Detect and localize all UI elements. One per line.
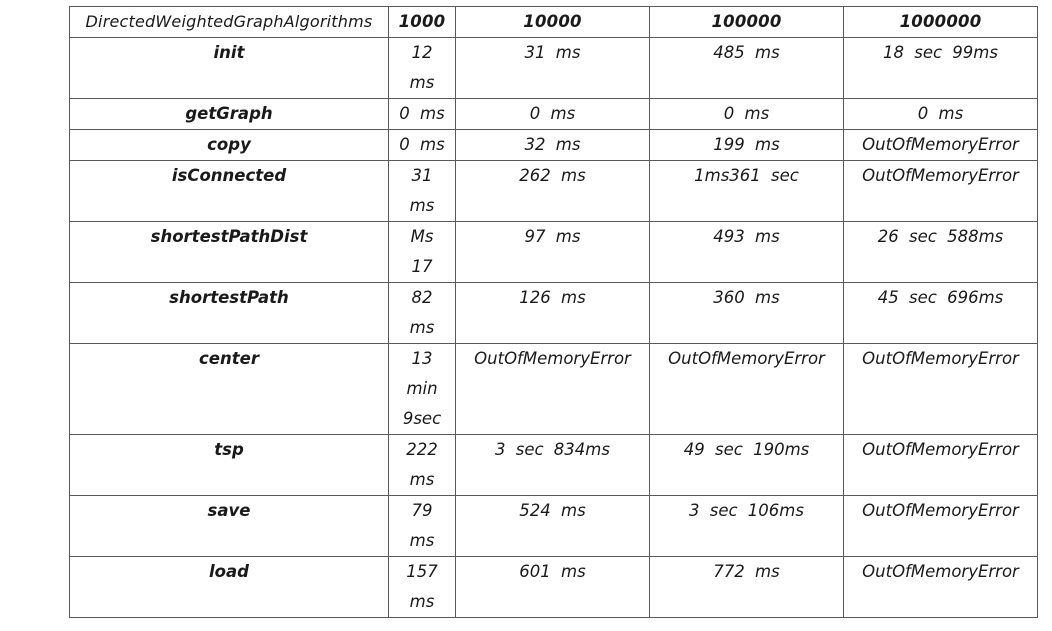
table-row	[70, 222, 1038, 283]
time-cell: OutOfMemoryError	[844, 557, 1038, 618]
header-cell-algorithms: DirectedWeightedGraphAlgorithms	[70, 7, 389, 38]
time-cell: 222 ms	[389, 435, 456, 496]
table-row	[70, 161, 1038, 222]
time-cell: 13 min 9sec	[389, 344, 456, 435]
time-cell: 485 ms	[650, 38, 844, 99]
time-cell: OutOfMemoryError	[844, 435, 1038, 496]
time-cell: 26 sec 588ms	[844, 222, 1038, 283]
time-cell: 0 ms	[389, 99, 456, 130]
time-cell: 262 ms	[456, 161, 650, 222]
table-row	[70, 496, 1038, 557]
time-cell: OutOfMemoryError	[844, 344, 1038, 435]
time-cell: 199 ms	[650, 130, 844, 161]
time-cell: 601 ms	[456, 557, 650, 618]
time-cell: OutOfMemoryError	[844, 130, 1038, 161]
header-row	[70, 7, 1038, 38]
time-cell: Ms 17	[389, 222, 456, 283]
time-cell: 126 ms	[456, 283, 650, 344]
time-cell: 45 sec 696ms	[844, 283, 1038, 344]
time-cell: 524 ms	[456, 496, 650, 557]
time-cell: 493 ms	[650, 222, 844, 283]
header-cell-size: 100000	[650, 7, 844, 38]
time-cell: 31 ms	[389, 161, 456, 222]
operation-cell: center	[70, 344, 389, 435]
time-cell: OutOfMemoryError	[650, 344, 844, 435]
time-cell: 97 ms	[456, 222, 650, 283]
benchmark-table	[69, 6, 1038, 618]
operation-cell: getGraph	[70, 99, 389, 130]
table-row	[70, 557, 1038, 618]
header-cell-size: 10000	[456, 7, 650, 38]
time-cell: 0 ms	[456, 99, 650, 130]
header-cell-size: 1000000	[844, 7, 1038, 38]
operation-cell: shortestPathDist	[70, 222, 389, 283]
time-cell: 32 ms	[456, 130, 650, 161]
operation-cell: copy	[70, 130, 389, 161]
time-cell: 360 ms	[650, 283, 844, 344]
time-cell: 79 ms	[389, 496, 456, 557]
operation-cell: save	[70, 496, 389, 557]
header-cell-size: 1000	[389, 7, 456, 38]
table-row	[70, 38, 1038, 99]
time-cell: 1ms361 sec	[650, 161, 844, 222]
time-cell: 18 sec 99ms	[844, 38, 1038, 99]
table-row	[70, 344, 1038, 435]
operation-cell: shortestPath	[70, 283, 389, 344]
time-cell: 772 ms	[650, 557, 844, 618]
time-cell: 0 ms	[650, 99, 844, 130]
operation-cell: isConnected	[70, 161, 389, 222]
time-cell: 12 ms	[389, 38, 456, 99]
operation-cell: tsp	[70, 435, 389, 496]
table-row	[70, 130, 1038, 161]
operation-cell: init	[70, 38, 389, 99]
table-row	[70, 435, 1038, 496]
time-cell: OutOfMemoryError	[844, 161, 1038, 222]
time-cell: 157 ms	[389, 557, 456, 618]
time-cell: 3 sec 834ms	[456, 435, 650, 496]
table-row	[70, 99, 1038, 130]
time-cell: 0 ms	[389, 130, 456, 161]
time-cell: 3 sec 106ms	[650, 496, 844, 557]
time-cell: 0 ms	[844, 99, 1038, 130]
time-cell: 31 ms	[456, 38, 650, 99]
time-cell: OutOfMemoryError	[456, 344, 650, 435]
time-cell: 82 ms	[389, 283, 456, 344]
operation-cell: load	[70, 557, 389, 618]
time-cell: 49 sec 190ms	[650, 435, 844, 496]
table-row	[70, 283, 1038, 344]
time-cell: OutOfMemoryError	[844, 496, 1038, 557]
